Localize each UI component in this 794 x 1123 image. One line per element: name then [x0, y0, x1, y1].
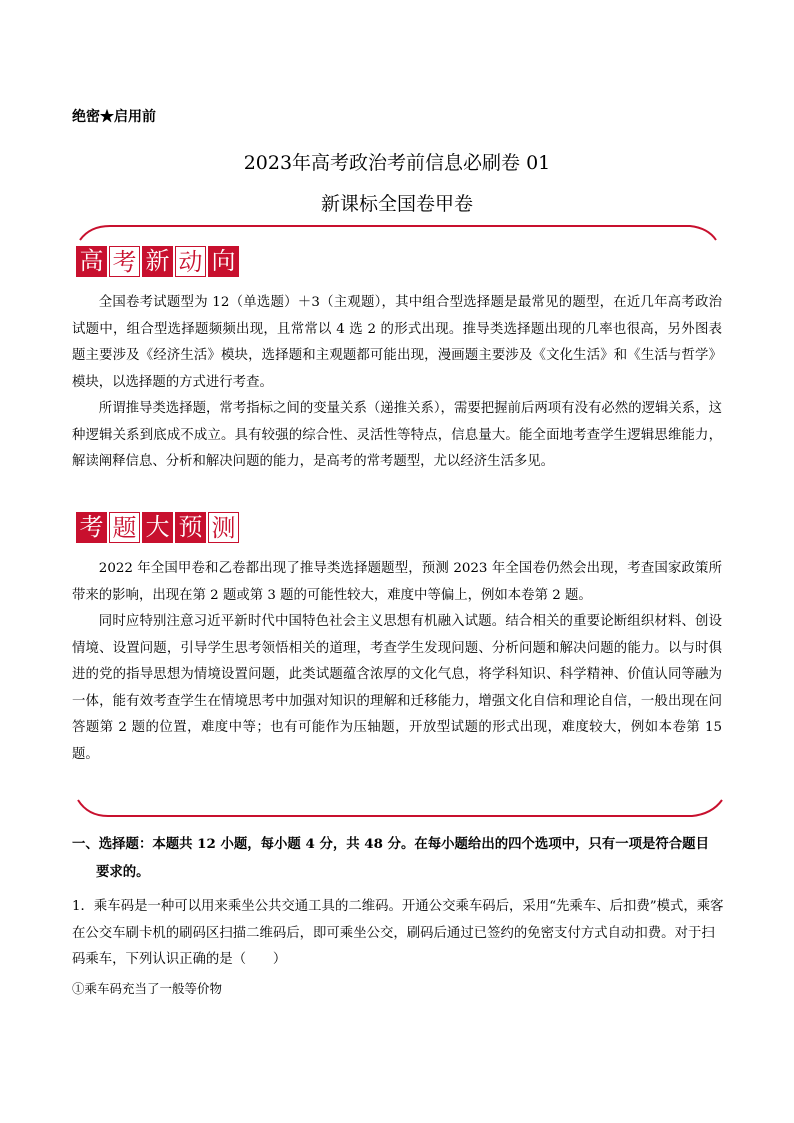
badge-char: 动 [175, 246, 206, 277]
badge-char: 高 [76, 246, 107, 277]
badge-exam-trends [76, 246, 241, 277]
badge-char: 大 [142, 512, 173, 543]
paragraph: 同时应特别注意习近平新时代中国特色社会主义思想有机融入试题。结合相关的重要论断组织材料、创设情境、设置问题，引导学生思考领悟相关的道理，考查学生发现问题、分析问题和解决问题的能力。以与时俱进的党的指导思想为情境设置问题，此类试题蕴含浓厚的文化气息，将学科知识、科学精神、价值认同等融为一体，能有效考查学生在情境思考中加强对知识的理解和迁移能力，增强文化自信和理论自信，一般出现在问答题第 2 题的位置，难度中等；也有可能作为压轴题，开放型试题的形式出现，难度较大，例如本卷第 15 题。 [72, 614, 722, 762]
bottom-frame-curve [78, 800, 722, 816]
section2-body [72, 556, 722, 768]
question-1 [72, 894, 724, 1002]
question-stem: 1．乘车码是一种可以用来乘坐公共交通工具的二维码。开通公交乘车码后，采用“先乘车、后扣费”模式，乘客在公交车刷卡机的刷码区扫描二维码后，即可乘坐公交，刷码后通过已签约的免密支付方式自动扣费。对于扫码乘车，下列认识正确的是（ ） [72, 899, 724, 967]
heading-line: 要求的。 [96, 864, 150, 880]
badge-char: 题 [109, 512, 140, 543]
question-option: ①乘车码充当了一般等价物 [72, 980, 223, 996]
badge-char: 新 [142, 246, 173, 277]
badge-char: 考 [76, 512, 107, 543]
section1-body [72, 290, 722, 476]
badge-char: 测 [208, 512, 239, 543]
paragraph: 全国卷考试题型为 12（单选题）＋3（主观题），其中组合型选择题是最常见的题型，在近几年高考政治试题中，组合型选择题频频出现，且常常以 4 选 2 的形式出现。推导类选择题出现的几率也很高，另外图表题主要涉及《经济生活》模块，选择题和主观题都可能出现，漫画题主要涉及《文化生活》和《生活与哲学》模块，以选择题的方式进行考查。 [72, 295, 722, 390]
badge-char: 向 [208, 246, 239, 277]
top-frame-curve [80, 226, 716, 240]
heading-line: 一、选择题：本题共 12 小题，每小题 4 分，共 48 分。在每小题给出的四个选项中，只有一项是符合题目 [72, 836, 709, 852]
paragraph: 所谓推导类选择题，常考指标之间的变量关系（递推关系），需要把握前后两项有没有必然的逻辑关系，这种逻辑关系到底成不成立。具有较强的综合性、灵活性等特点，信息量大。能全面地考查学生逻辑思维能力，解读阐释信息、分析和解决问题的能力，是高考的常考题型，尤以经济生活多见。 [72, 401, 722, 469]
confidential-mark: 绝密★启用前 [72, 109, 156, 125]
exam-subtitle: 新课标全国卷甲卷 [320, 193, 473, 215]
badge-exam-forecast [76, 512, 241, 543]
exam-title: 2023年高考政治考前信息必刷卷 01 [243, 152, 551, 174]
question-section-heading [72, 830, 724, 886]
paragraph: 2022 年全国甲卷和乙卷都出现了推导类选择题题型，预测 2023 年全国卷仍然会出现，考查国家政策所带来的影响，出现在第 2 题或第 3 题的可能性较大，难度中等偏上，例如本卷第 2 题。 [72, 561, 722, 603]
badge-char: 考 [109, 246, 140, 277]
badge-char: 预 [175, 512, 206, 543]
